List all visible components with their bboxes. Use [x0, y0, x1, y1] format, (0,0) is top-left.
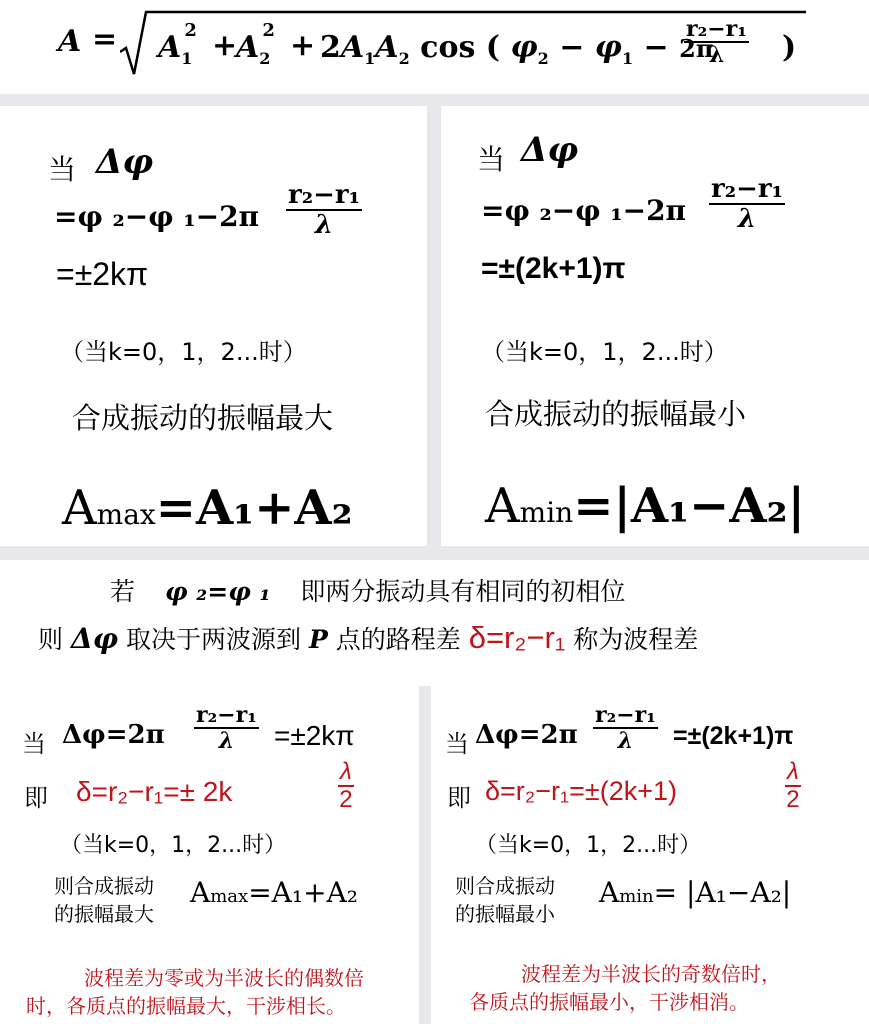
amin-label: A	[485, 478, 520, 534]
formula-equals: =	[92, 22, 118, 57]
minus-1: −	[559, 30, 585, 65]
br-red-fraction	[785, 760, 801, 812]
middle-divider	[0, 546, 869, 560]
cos-label: cos	[420, 30, 476, 65]
formula-lhs: A	[58, 24, 82, 59]
bl-red-fraction-den: 2	[339, 786, 353, 813]
phi1-sub: 1	[621, 49, 634, 68]
middle-depends-text: 取决于两波源到	[125, 625, 301, 654]
br-formula-suffix: =±(2k+1)π	[673, 722, 794, 750]
bl-amax-label: A	[190, 876, 211, 909]
bl-fraction-den: λ	[218, 728, 235, 754]
middle-phase-equal: φ ₂=φ ₁	[164, 577, 271, 606]
br-ji: 即	[447, 784, 471, 812]
path-difference-formula: δ=r₂−r₁	[468, 620, 566, 655]
left-panel-max	[0, 106, 427, 546]
right-fraction-num: r₂−r₁	[711, 174, 783, 204]
left-fraction-den: λ	[314, 210, 334, 240]
left-line2: =φ ₂−φ ₁−2π	[54, 200, 260, 233]
right-line3: =±(2k+1)π	[481, 252, 626, 285]
bl-when: 当	[22, 730, 46, 758]
br-fraction-num: r₂−r₁	[595, 702, 656, 728]
term-a1-sup: 2	[184, 20, 197, 41]
amplitude-formula	[52, 8, 812, 92]
middle-delta-phi: Δφ	[70, 622, 119, 655]
right-fraction	[709, 176, 785, 232]
br-amin-rhs: = |A₁−A₂|	[653, 876, 792, 909]
close-paren: )	[782, 30, 797, 65]
bl-note-line1: 波程差为零或为半波长的偶数倍	[84, 966, 364, 990]
top-fraction	[684, 18, 749, 66]
br-red-fraction-num: λ	[787, 758, 799, 785]
middle-same-phase-text: 即两分振动具有相同的初相位	[300, 577, 626, 606]
br-condition: （当k=0，1，2...时）	[475, 833, 702, 858]
br-when: 当	[445, 730, 469, 758]
prod-a1: A	[340, 30, 365, 65]
br-amin-sub: min	[619, 886, 654, 907]
bl-amax-rhs: =A₁+A₂	[248, 876, 358, 909]
phi2-sub: 2	[537, 49, 549, 68]
br-red-formula: δ=r₂−r₁=±(2k+1)	[485, 776, 678, 806]
left-result: 合成振动的振幅最大	[72, 401, 334, 435]
br-note-line1: 波程差为半波长的奇数倍时，	[521, 962, 781, 986]
left-line3: =±2kπ	[56, 256, 149, 292]
term-a1: A	[158, 30, 182, 65]
upper-vertical-divider	[427, 106, 441, 546]
br-note-line2: 各质点的振幅最小，干涉相消。	[469, 990, 749, 1014]
bottom-left-panel	[0, 686, 419, 1024]
br-label-line1: 则合成振动	[455, 874, 555, 898]
phi1: φ	[594, 30, 622, 65]
two-pi: 2π	[679, 34, 714, 63]
amin-rhs: =|A₁−A₂|	[573, 478, 806, 534]
term-a2-sub: 2	[259, 49, 271, 68]
br-red-fraction-den: 2	[786, 786, 800, 813]
prod-a1-sub: 1	[364, 49, 376, 68]
prod-a2-sub: 2	[398, 49, 410, 68]
phi2: φ	[510, 30, 538, 65]
br-fraction	[593, 704, 658, 752]
amax-sub: max	[96, 498, 156, 531]
amax-label: A	[62, 480, 97, 536]
bl-formula-suffix: =±2kπ	[274, 720, 355, 751]
bl-red-formula: δ=r₂−r₁=± 2k	[76, 776, 233, 807]
bl-amax-sub: max	[210, 886, 249, 907]
bl-label-line2: 的振幅最大	[54, 902, 154, 926]
top-fraction-num: r₂−r₁	[686, 16, 747, 42]
amax-rhs: =A₁+A₂	[155, 480, 353, 536]
middle-then: 则	[38, 625, 64, 654]
middle-if: 若	[110, 577, 136, 606]
top-fraction-den: λ	[708, 42, 725, 68]
right-fraction-den: λ	[737, 204, 757, 234]
br-label-line2: 的振幅最小	[455, 902, 555, 926]
left-fraction	[286, 182, 362, 238]
minus-2: −	[643, 30, 669, 65]
coef-two: 2	[320, 30, 341, 65]
br-formula-prefix: Δφ=2π	[475, 720, 578, 750]
right-result: 合成振动的振幅最小	[485, 397, 747, 431]
top-divider	[0, 94, 869, 106]
right-panel-min	[441, 106, 869, 546]
left-condition: （当k=0，1，2...时）	[60, 338, 307, 366]
amin-sub: min	[519, 496, 574, 529]
middle-text-line1	[110, 572, 810, 612]
lower-vertical-divider	[419, 686, 431, 1024]
right-line2: =φ ₂−φ ₁−2π	[481, 194, 687, 227]
bl-fraction-num: r₂−r₁	[196, 702, 257, 728]
bl-label-line1: 则合成振动	[54, 874, 154, 898]
middle-point-p: P	[308, 625, 328, 654]
term-a2-sup: 2	[262, 20, 275, 41]
right-delta-phi: Δφ	[521, 130, 579, 170]
prod-a2: A	[375, 30, 399, 65]
left-when: 当	[48, 153, 77, 186]
middle-named-text: 称为波程差	[573, 625, 699, 654]
bottom-right-panel	[431, 686, 869, 1024]
right-when: 当	[477, 143, 506, 176]
term-a2: A	[236, 30, 260, 65]
bl-ji: 即	[24, 784, 48, 812]
plus-2: +	[290, 28, 316, 63]
open-paren: (	[485, 30, 500, 65]
bl-formula-prefix: Δφ=2π	[62, 720, 165, 750]
bl-fraction	[194, 704, 259, 752]
term-a1-sub: 1	[181, 49, 193, 68]
bl-note-line2: 时，各质点的振幅最大，干涉相长。	[26, 994, 346, 1018]
right-condition: （当k=0，1，2...时）	[481, 338, 728, 366]
middle-path-diff-text: 点的路程差	[335, 625, 461, 654]
bl-red-fraction	[338, 760, 354, 812]
plus-1: +	[212, 28, 238, 63]
br-amin-label: A	[599, 876, 620, 909]
br-fraction-den: λ	[617, 728, 634, 754]
bl-condition: （当k=0，1，2...时）	[60, 833, 287, 858]
bl-red-fraction-num: λ	[340, 758, 352, 785]
middle-text-line2	[38, 620, 858, 668]
left-delta-phi: Δφ	[96, 142, 154, 182]
left-fraction-num: r₂−r₁	[288, 180, 360, 210]
